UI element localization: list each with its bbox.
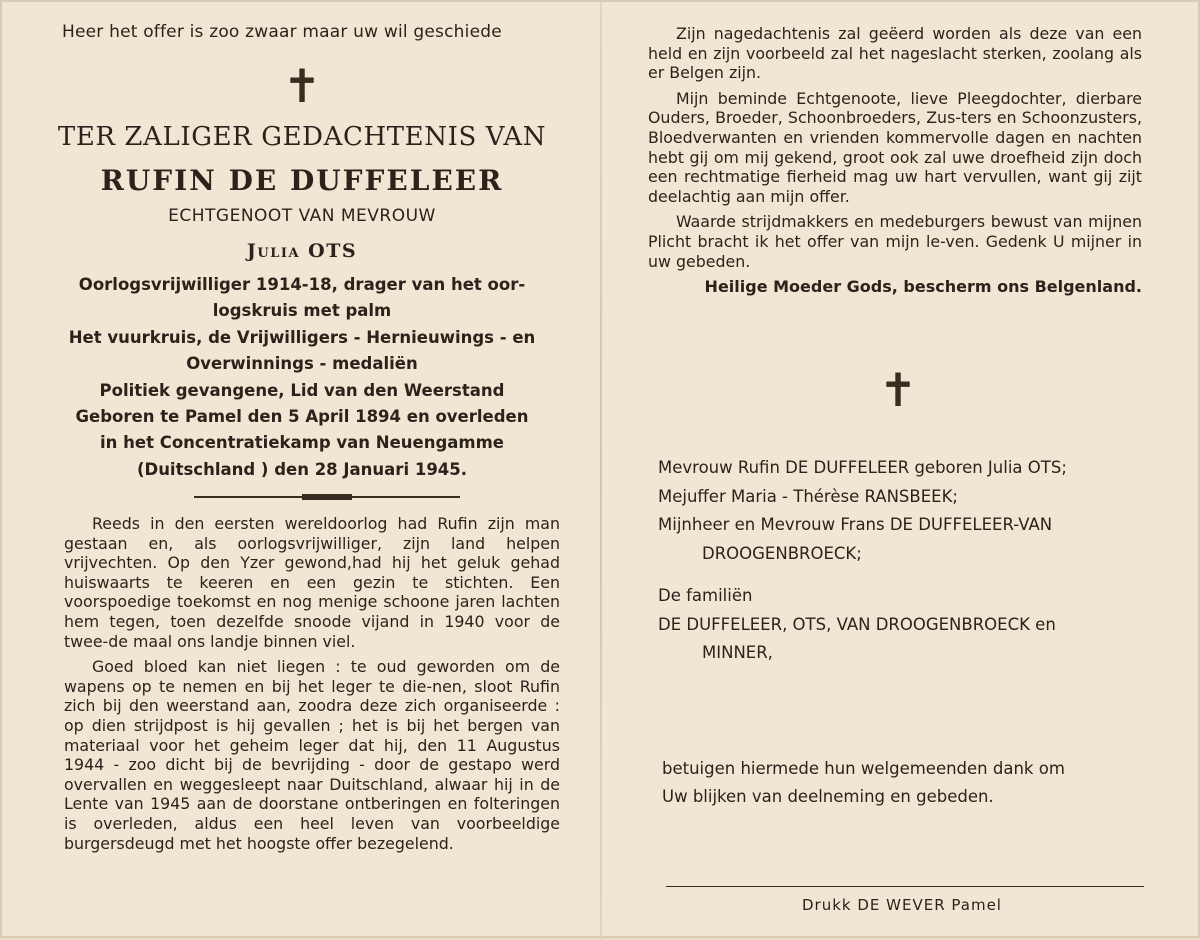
family-line: Mejuffer Maria - Thérèse RANSBEEK; (658, 486, 958, 506)
bio-line: Oorlogsvrijwilliger 1914-18, drager van het oor- (78, 275, 526, 294)
card-fold-line (600, 2, 602, 940)
deceased-name: RUFIN DE DUFFELEER (100, 164, 504, 197)
narrative-paragraph: Reeds in den eersten wereldoorlog had Rufin zijn man gestaan en, als oorlogsvrijwilliger, zijn land helpen vrijvechten. Op den Yzer gewond,had hij het geluk gehad huiswaarts te keeren en een gezin te stichten. Een voorspoedige toekomst en nog menige schoone jaren lachten hem tegen, toen dezelfde snoode vijand in 1940 voor de twee-de maal ons landje binnen viel. (64, 514, 560, 651)
memorial-title: TER ZALIGER GEDACHTENIS VAN (57, 122, 547, 152)
thanks-line: betuigen hiermede hun welgemeenden dank om (662, 759, 1065, 778)
footer-rule (666, 886, 1144, 887)
printer-imprint: Drukk DE WEVER Pamel (802, 896, 1002, 914)
right-panel (642, 2, 1162, 940)
spouse-label: ECHTGENOOT VAN MEVROUW (168, 206, 436, 226)
flag-stripe-red (0, 0, 162, 1)
family-line: Mevrouw Rufin DE DUFFELEER geboren Julia OTS; (658, 458, 1067, 477)
thanks-line: Uw blijken van deelneming en gebeden. (662, 787, 994, 806)
bio-line: Overwinnings - medaliën (186, 354, 418, 374)
latin-cross-icon: ✝ (878, 363, 918, 417)
left-narrative (64, 514, 560, 859)
biography-block (42, 272, 562, 483)
bio-line: in het Concentratiekamp van Neuengamme (100, 433, 504, 453)
narrative-paragraph: Zijn nagedachtenis zal geëerd worden als deze van een held en zijn voorbeeld zal het nageslacht sterken, zoolang als er Belgen zijn. (648, 24, 1142, 83)
family-label: De familiën (658, 586, 753, 605)
bio-line: Politiek gevangene, Lid van den Weerstand (99, 380, 505, 400)
bio-line: Het vuurkruis, de Vrijwilligers - Hernieuwings - en (68, 327, 536, 347)
bio-line: logskruis met palm (212, 301, 392, 321)
family-line: Mijnheer en Mevrouw Frans DE DUFFELEER-VAN (658, 515, 1053, 534)
family-list (658, 454, 1148, 668)
narrative-paragraph: Waarde strijdmakkers en medeburgers bewust van mijnen Plicht bracht ik het offer van mijn le-ven. Gedenk U mijner in uw gebeden. (648, 212, 1142, 271)
thanks-text (662, 755, 1142, 811)
left-panel (42, 2, 562, 940)
bio-line: (Duitschland ) den 28 Januari 1945. (136, 459, 468, 479)
family-line: DE DUFFELEER, OTS, VAN DROOGENBROECK en (658, 614, 1056, 634)
family-line: MINNER, (702, 643, 773, 662)
right-narrative (648, 24, 1142, 296)
motto: Heer het offer is zoo zwaar maar uw wil geschiede (62, 22, 502, 42)
narrative-paragraph: Mijn beminde Echtgenoote, lieve Pleegdochter, dierbare Ouders, Broeder, Schoonbroeders, Zus-ters en Schoonzusters, Bloedverwanten en vrienden kommervolle dagen en nachten hebt gij om mij gekend, groot ook zal uwe droefheid zijn doch een rechtmatige fierheid mag uw hart vervullen, want gij zijt deelachtig aan mijn offer. (648, 88, 1142, 206)
family-line: DROOGENBROECK; (702, 543, 862, 563)
closing-prayer: Heilige Moeder Gods, bescherm ons Belgenland. (704, 277, 1142, 297)
spouse-name: Julia OTS (246, 240, 358, 262)
ornamental-divider (194, 496, 460, 498)
narrative-paragraph: Goed bloed kan niet liegen : te oud geworden om de wapens op te nemen en bij het leger te die-nen, sloot Rufin zich bij den weerstand aan, zoodra deze zich organiseerde : op dien strijdpost is hij gevallen ; het is bij het bergen van materiaal voor het geheim leger dat hij, den 11 Augustus 1944 - zoo dicht bij de bevrijding - door de gestapo werd overvallen en weggesleept naar Duitschland, alwaar hij in de Lente van 1945 aan de doorstane ontberingen en folteringen is overleden, aldus een heel leven van voorbeeldige burgersdeugd met het hoogste offer bezegelend. (64, 657, 560, 853)
latin-cross-icon: ✝ (282, 59, 322, 113)
bio-line: Geboren te Pamel den 5 April 1894 en overleden (75, 407, 529, 427)
